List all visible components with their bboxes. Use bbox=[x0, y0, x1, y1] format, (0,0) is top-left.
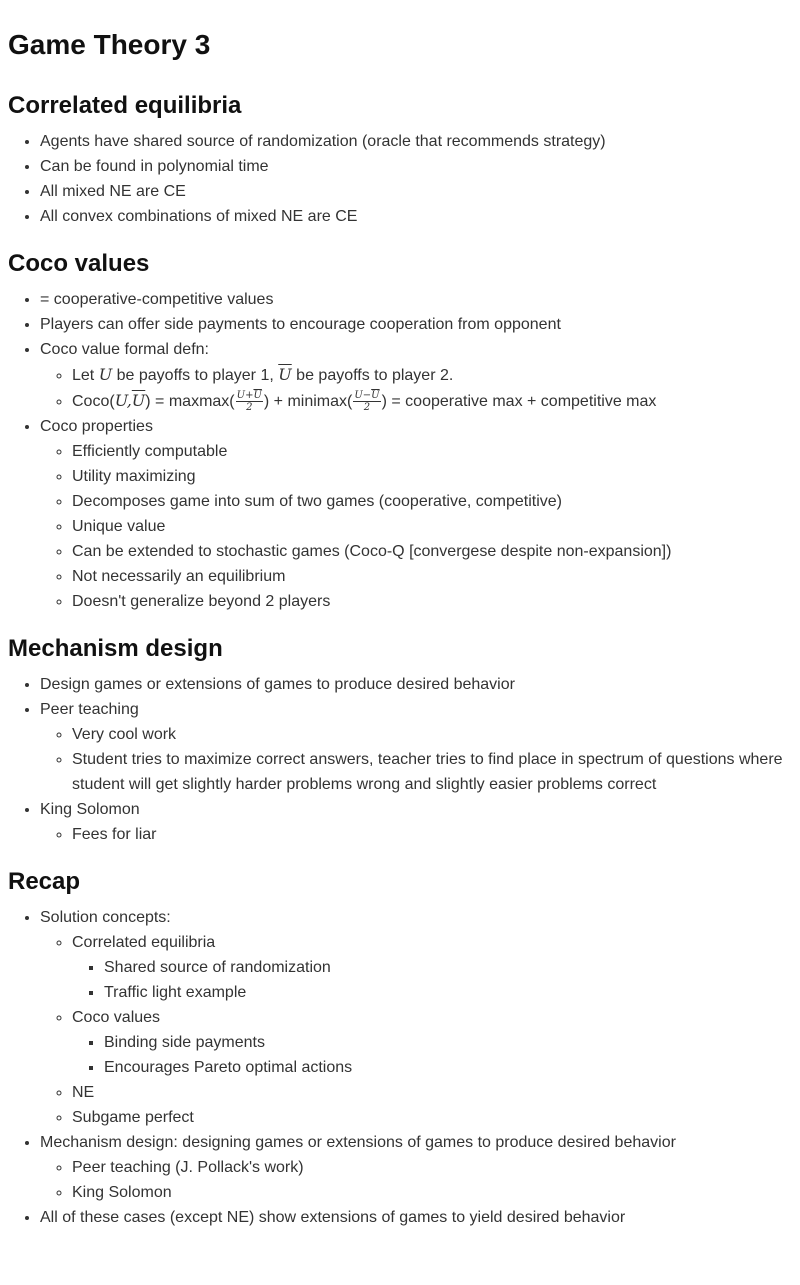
mechanism-recap-sublist bbox=[40, 1155, 792, 1205]
solution-concepts-sublist bbox=[40, 930, 792, 1130]
list-item: ◦ Doesn't generalize beyond 2 players bbox=[72, 589, 792, 614]
list-item: ◦ Peer teaching (J. Pollack's work) bbox=[72, 1155, 792, 1180]
list-item: ◦ King Solomon bbox=[72, 1180, 792, 1205]
list-item: • All of these cases (except NE) show extensions of games to yield desired behavior bbox=[40, 1205, 792, 1230]
list-item: • Mechanism design: designing games or extensions of games to produce desired behavior ◦ Peer teaching (J. Pollack's work) ◦ King Solomon bbox=[40, 1130, 792, 1205]
list-item bbox=[40, 697, 792, 797]
list-item: ▪ Traffic light example bbox=[104, 980, 792, 1005]
list-item bbox=[40, 337, 792, 414]
math-ubar: $\overline{U}$ bbox=[278, 365, 292, 384]
section-heading-correlated: Correlated equilibria bbox=[8, 92, 242, 119]
list-item: ◦ Unique value bbox=[72, 514, 792, 539]
ce-sublist bbox=[72, 955, 792, 1005]
coco-list bbox=[8, 287, 792, 614]
coco-def-formula: ◦ $Coco(U,\overline{U}) = maxmax$( $\frac{U+\overline{U}}{2}$ ) + minimax( $\frac{U-\overline{U}}{2}$ ) = cooperative max + competitive max bbox=[72, 388, 792, 414]
coco-recap-sublist bbox=[72, 1030, 792, 1080]
coco-formal-label: Coco value formal defn: bbox=[40, 341, 209, 358]
list-item: ◦ Subgame perfect bbox=[72, 1105, 792, 1130]
coco-def-let: ◦ Let U be payoffs to player 1, $\overline{U}$ be payoffs to player 2. bbox=[72, 362, 792, 388]
list-item: ▪ Encourages Pareto optimal actions bbox=[104, 1055, 792, 1080]
king-solomon-label: King Solomon bbox=[40, 801, 140, 818]
solution-concepts-label: Solution concepts: bbox=[40, 909, 171, 926]
peer-teaching-sublist bbox=[40, 722, 792, 797]
list-item: ◦ NE bbox=[72, 1080, 792, 1105]
math-u: U bbox=[98, 365, 113, 384]
list-item: ◦ Efficiently computable bbox=[72, 439, 792, 464]
list-item: • Can be found in polynomial time bbox=[40, 154, 792, 179]
section-heading-recap: Recap bbox=[8, 868, 81, 895]
mechanism-list bbox=[8, 672, 792, 847]
coco-properties-sublist bbox=[40, 439, 792, 614]
list-item: ◦ Decomposes game into sum of two games (cooperative, competitive) bbox=[72, 489, 792, 514]
fraction-diff: $\frac{U-\overline{U}}{2}$ bbox=[354, 390, 380, 414]
list-item bbox=[40, 797, 792, 847]
list-item: • Design games or extensions of games to produce desired behavior bbox=[40, 672, 792, 697]
list-item: ◦ Correlated equilibria ▪ Shared source of randomization ▪ Traffic light example bbox=[72, 930, 792, 1005]
list-item: ◦ Very cool work bbox=[72, 722, 792, 747]
list-item: ▪ Binding side payments bbox=[104, 1030, 792, 1055]
fraction-sum: $\frac{U+\overline{U}}{2}$ bbox=[236, 390, 262, 414]
list-item: ◦ Fees for liar bbox=[72, 822, 792, 847]
list-item: • All convex combinations of mixed NE are CE bbox=[40, 204, 792, 229]
recap-list bbox=[8, 905, 792, 1230]
list-item: • Players can offer side payments to encourage cooperation from opponent bbox=[40, 312, 792, 337]
list-item: ◦ Coco values ▪ Binding side payments ▪ Encourages Pareto optimal actions bbox=[72, 1005, 792, 1080]
list-item: • = cooperative-competitive values bbox=[40, 287, 792, 312]
coco-formal-sublist bbox=[40, 362, 792, 414]
list-item bbox=[40, 905, 792, 1130]
list-item: ◦ Student tries to maximize correct answers, teacher tries to find place in spectrum of questions where student will get slightly harder problems wrong and slightly easier problems correct bbox=[72, 747, 792, 797]
king-solomon-sublist bbox=[40, 822, 792, 847]
list-item: ▪ Shared source of randomization bbox=[104, 955, 792, 980]
list-item: ◦ Can be extended to stochastic games (Coco-Q [convergese despite non-expansion]) bbox=[72, 539, 792, 564]
coco-properties-label: Coco properties bbox=[40, 418, 153, 435]
page-title: Game Theory 3 bbox=[8, 29, 211, 60]
correlated-list bbox=[8, 129, 792, 229]
list-item: ◦ Utility maximizing bbox=[72, 464, 792, 489]
list-item: • All mixed NE are CE bbox=[40, 179, 792, 204]
section-heading-mechanism: Mechanism design bbox=[8, 635, 223, 662]
section-heading-coco: Coco values bbox=[8, 250, 150, 277]
peer-teaching-label: Peer teaching bbox=[40, 701, 139, 718]
list-item bbox=[40, 414, 792, 614]
list-item: • Agents have shared source of randomization (oracle that recommends strategy) bbox=[40, 129, 792, 154]
list-item: ◦ Not necessarily an equilibrium bbox=[72, 564, 792, 589]
